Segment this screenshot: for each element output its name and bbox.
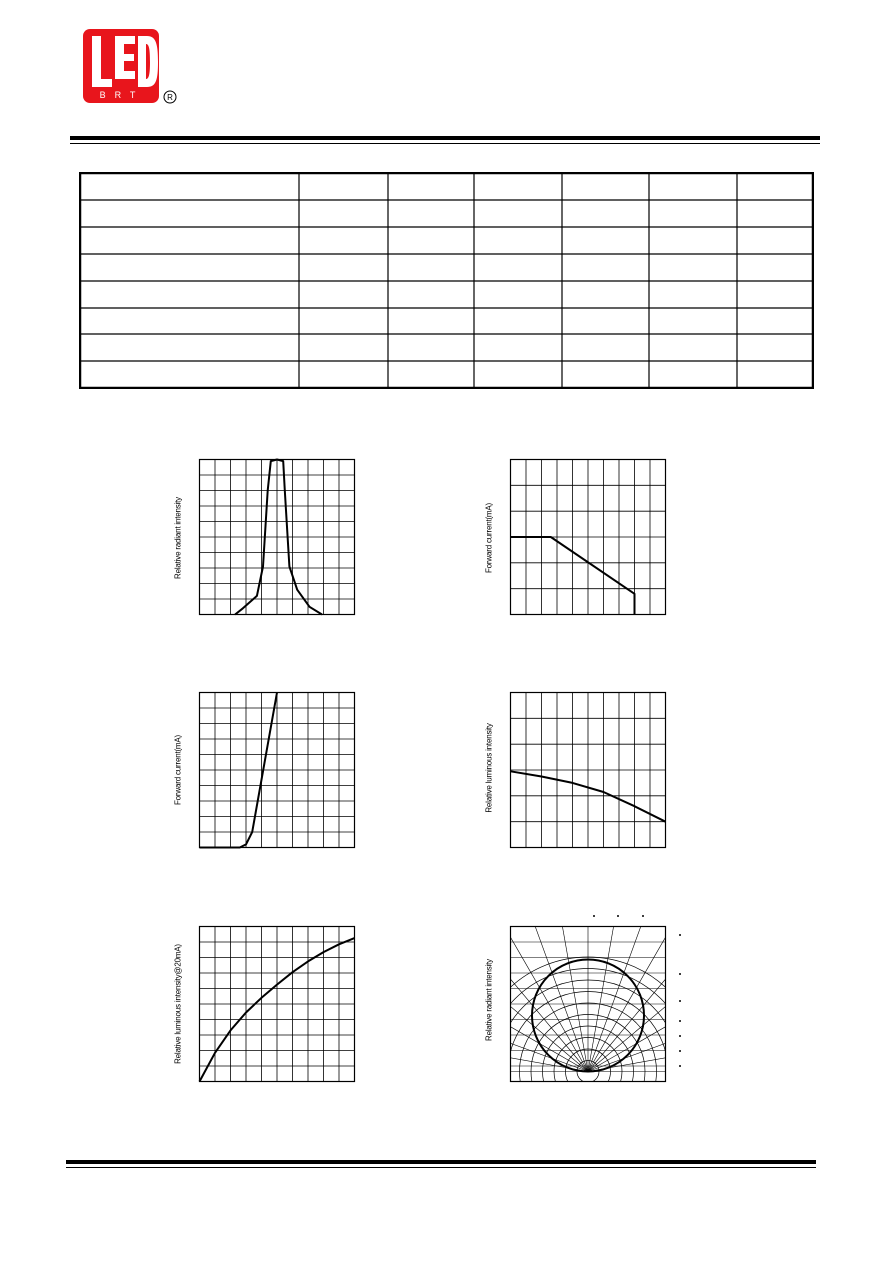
angle-tick-mark	[642, 915, 644, 917]
chart-grid	[511, 693, 666, 848]
logo-subtext: BRT	[99, 90, 145, 100]
scale-tick-mark	[679, 934, 681, 936]
scale-tick-mark	[679, 1020, 681, 1022]
chart4-ylabel: Relative luminous intensity	[484, 723, 494, 813]
scale-tick-mark	[679, 973, 681, 975]
scale-tick-mark	[679, 1035, 681, 1037]
logo-letter-e	[115, 36, 135, 79]
angle-tick-mark	[593, 915, 595, 917]
chart-grid	[200, 693, 355, 848]
scale-tick-mark	[679, 1065, 681, 1067]
scale-tick-mark	[679, 1000, 681, 1002]
led-brt-logo	[82, 28, 180, 106]
chart2-ylabel: Forward current(mA)	[484, 503, 494, 573]
chart-forward-current-voltage	[199, 692, 355, 848]
scale-tick-mark	[679, 1050, 681, 1052]
footer-rule	[66, 1160, 816, 1169]
chart1-ylabel: Relative radiant intensity	[173, 497, 183, 579]
spec-table	[79, 172, 814, 389]
header-rule	[70, 136, 820, 145]
chart-current-derating	[510, 459, 666, 615]
polar-grid	[388, 872, 788, 1187]
registered-mark-letter: R	[167, 93, 173, 102]
chart-radiation-pattern	[510, 914, 686, 1082]
chart-luminous-current	[199, 926, 355, 1082]
angle-tick-mark	[617, 915, 619, 917]
chart6-ylabel: Relative radiant intensity	[484, 959, 494, 1041]
chart3-ylabel: Forward current(mA)	[173, 735, 183, 805]
chart-luminous-temperature	[510, 692, 666, 848]
chart5-ylabel: Relative luminous intensity@20mA)	[173, 944, 183, 1064]
chart-grid	[200, 460, 355, 615]
chart-grid	[200, 927, 355, 1082]
chart-spectrum	[199, 459, 355, 615]
